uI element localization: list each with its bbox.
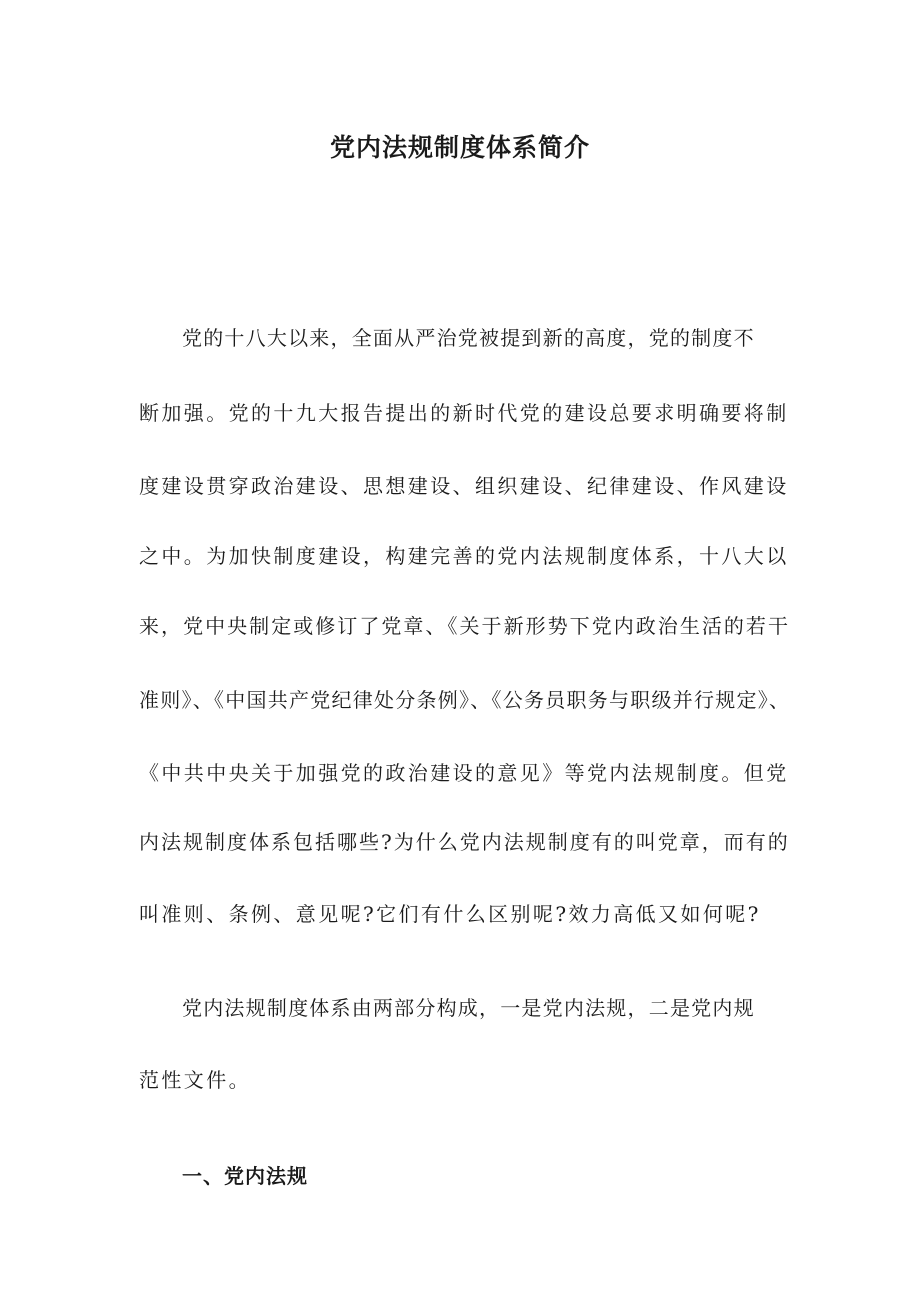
paragraph-line: 准则》、《中国共产党纪律处分条例》、《公务员职务与职级并行规定》、	[139, 688, 791, 712]
document-title: 党内法规制度体系简介	[329, 133, 590, 162]
paragraph-line: 党的十八大以来，全面从严治党被提到新的高度，党的制度不	[182, 326, 755, 350]
paragraph-line: 断加强。党的十九大报告提出的新时代党的建设总要求明确要将制	[139, 401, 789, 425]
paragraph-line: 叫准则、条例、意见呢?它们有什么区别呢?效力高低又如何呢?	[139, 902, 761, 926]
paragraph-line: 《中共中央关于加强党的政治建设的意见》等党内法规制度。但党	[139, 761, 789, 785]
paragraph-line: 之中。为加快制度建设，构建完善的党内法规制度体系，十八大以	[139, 544, 789, 568]
paragraph-line: 度建设贯穿政治建设、思想建设、组织建设、纪律建设、作风建设	[139, 474, 789, 498]
paragraph-line: 范性文件。	[139, 1068, 251, 1092]
section-heading: 一、党内法规	[182, 1164, 308, 1188]
paragraph-line: 来，党中央制定或修订了党章、《关于新形势下党内政治生活的若干	[139, 614, 790, 638]
paragraph-line: 党内法规制度体系由两部分构成，一是党内法规，二是党内规	[182, 996, 755, 1020]
paragraph-line: 内法规制度体系包括哪些?为什么党内法规制度有的叫党章，而有的	[139, 830, 790, 854]
